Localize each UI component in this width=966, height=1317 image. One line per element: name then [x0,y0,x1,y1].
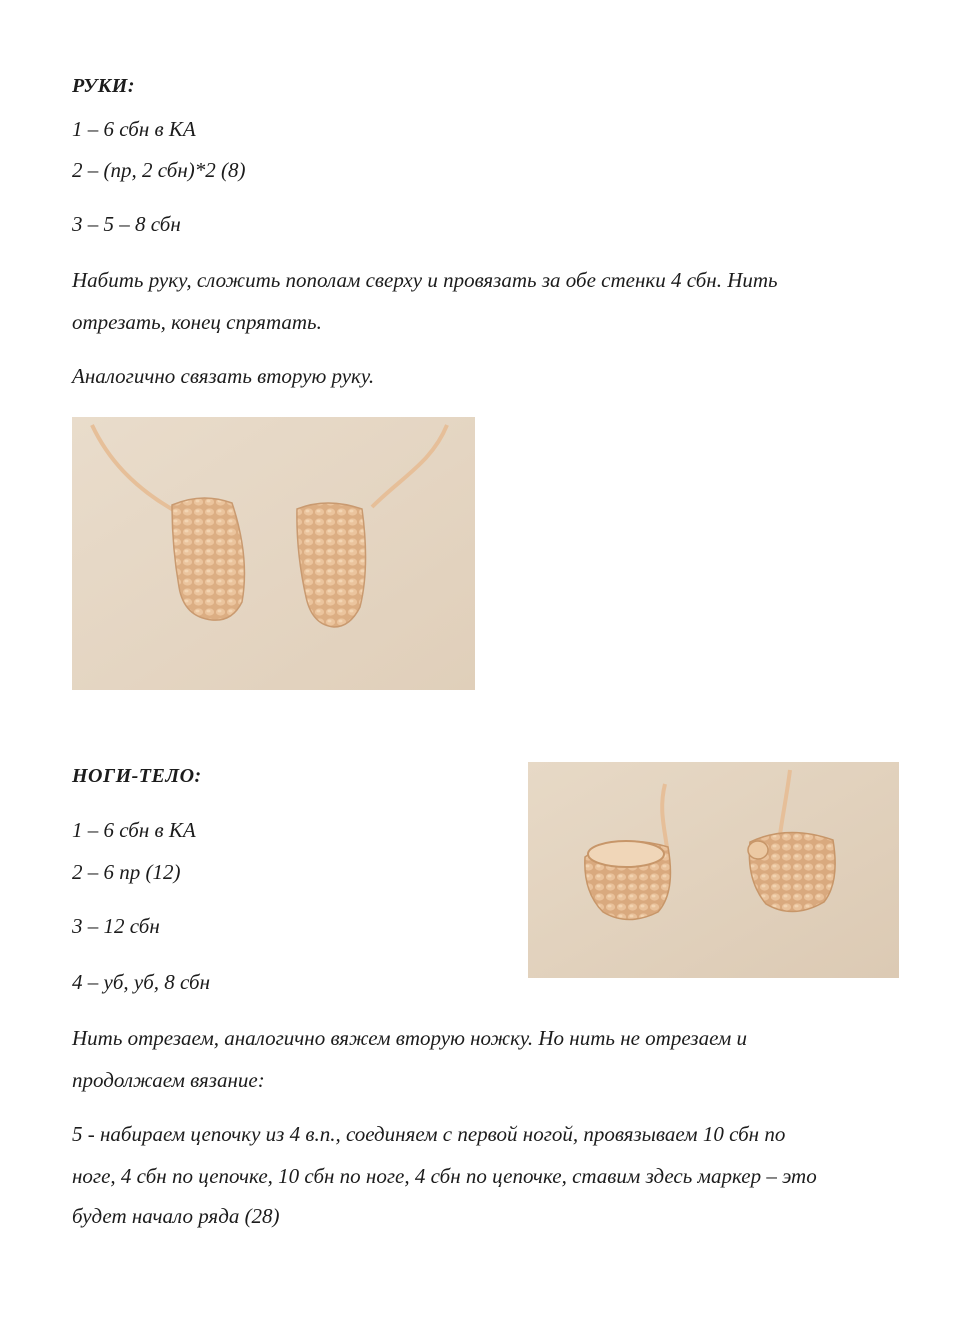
legs-row-3: 3 – 12 сбн [72,914,160,938]
arms-row-1: 1 – 6 сбн в КА [72,117,196,141]
legs-row-4: 4 – уб, уб, 8 сбн [72,970,211,994]
arms-photo-illustration [72,417,475,690]
legs-body-heading: НОГИ-ТЕЛО: [72,765,202,787]
legs-instruction-line-1: Нить отрезаем, аналогично вяжем вторую ножку. Но нить не отрезаем и [72,1026,748,1050]
legs-row-2: 2 – 6 пр (12) [72,860,181,884]
arms-row-2: 2 – (пр, 2 сбн)*2 (8) [72,158,246,182]
arms-instruction-line-1: Набить руку, сложить пополам сверху и провязать за обе стенки 4 сбн. Нить [72,268,778,292]
row5-line-3: будет начало ряда (28) [72,1204,280,1228]
arms-instruction-line-2: отрезать, конец спрятать. [72,310,322,334]
row5-line-2: ноге, 4 сбн по цепочке, 10 сбн по ноге, 4 сбн по цепочке, ставим здесь маркер – это [72,1164,817,1188]
arms-heading: РУКИ: [72,75,135,97]
row5-line-1: 5 - набираем цепочку из 4 в.п., соединяем с первой ногой, провязываем 10 сбн по [72,1122,786,1146]
legs-instruction-line-2: продолжаем вязание: [72,1068,265,1092]
legs-photo-illustration [528,762,899,978]
arms-note: Аналогично связать вторую руку. [72,364,375,388]
arms-photo [72,417,475,690]
legs-photo [528,762,899,978]
arms-row-3: 3 – 5 – 8 сбн [72,212,181,236]
legs-row-1: 1 – 6 сбн в КА [72,818,196,842]
